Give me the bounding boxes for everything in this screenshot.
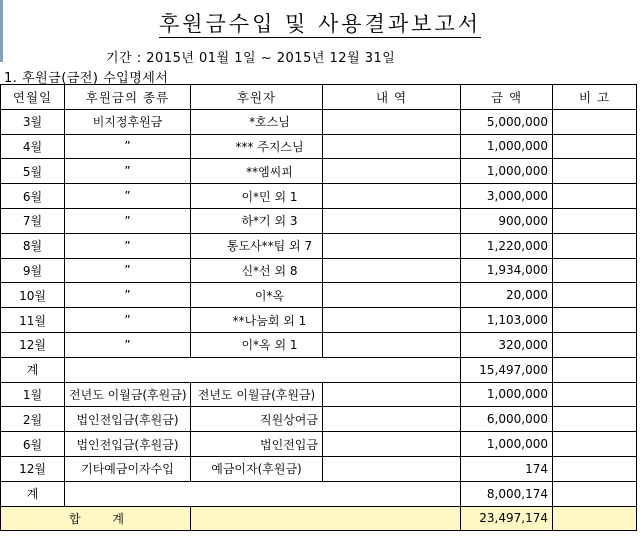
cell-note	[553, 208, 637, 233]
cell-month: 6월	[1, 184, 65, 209]
cell-note	[553, 109, 637, 134]
cell-note	[553, 233, 637, 258]
cell-amount: 1,000,000	[461, 134, 553, 159]
report-period: 기간 : 2015년 01월 1일 ~ 2015년 12월 31일	[106, 51, 396, 66]
cell-month: 9월	[1, 258, 65, 283]
subtotal-row	[1, 481, 637, 506]
cell-donor: 통도사**팀 외 7	[191, 233, 323, 258]
cell-type: 전년도 이월금(후원금)	[65, 382, 191, 407]
cell-month: 6월	[1, 432, 65, 457]
table-row	[1, 308, 637, 333]
cell-type: 기타예금이자수입	[65, 456, 191, 481]
cell-month: 8월	[1, 233, 65, 258]
cell-detail	[323, 432, 461, 457]
cell-amount: 1,000,000	[461, 432, 553, 457]
cell-month: 1월	[1, 382, 65, 407]
cell-type: ”	[65, 184, 191, 209]
cell-month: 5월	[1, 159, 65, 184]
cell-type: 비지정후원금	[65, 109, 191, 134]
cell-note	[553, 506, 637, 531]
grand-total-amount: 23,497,174	[461, 506, 553, 531]
cell-type: ”	[65, 134, 191, 159]
page-title	[0, 8, 640, 38]
cell-donor: 신*선 외 8	[191, 258, 323, 283]
table-row	[1, 382, 637, 407]
cell-month: 4월	[1, 134, 65, 159]
cell-amount: 5,000,000	[461, 109, 553, 134]
header-detail: 내 역	[323, 85, 461, 110]
cell-type: ”	[65, 332, 191, 357]
table-row	[1, 208, 637, 233]
cell-amount: 3,000,000	[461, 184, 553, 209]
table-row	[1, 456, 637, 481]
header-note: 비 고	[553, 85, 637, 110]
cell-type: ”	[65, 208, 191, 233]
cell-amount: 20,000	[461, 283, 553, 308]
cell-note	[553, 407, 637, 432]
cell-amount: 174	[461, 456, 553, 481]
cell-detail	[323, 159, 461, 184]
cell-detail	[323, 109, 461, 134]
cell-detail	[323, 258, 461, 283]
cell-note	[553, 432, 637, 457]
cell-detail	[323, 233, 461, 258]
cell-amount: 1,000,000	[461, 382, 553, 407]
cell-note	[553, 308, 637, 333]
cell-detail	[323, 208, 461, 233]
cell-detail	[323, 283, 461, 308]
header-type: 후원금의 종류	[65, 85, 191, 110]
donation-income-table	[0, 84, 637, 531]
subtotal-row	[1, 357, 637, 382]
grand-total-blank	[191, 506, 461, 531]
cell-amount: 1,000,000	[461, 159, 553, 184]
cell-month: 12월	[1, 456, 65, 481]
cell-donor: **나눔회 외 1	[191, 308, 323, 333]
cell-amount: 1,220,000	[461, 233, 553, 258]
cell-amount: 1,103,000	[461, 308, 553, 333]
cell-detail	[323, 456, 461, 481]
cell-amount: 900,000	[461, 208, 553, 233]
cell-donor: 전년도 이월금(후원금)	[191, 382, 323, 407]
cell-detail	[323, 134, 461, 159]
cell-note	[553, 357, 637, 382]
cell-detail	[323, 332, 461, 357]
table-row	[1, 233, 637, 258]
table-row	[1, 332, 637, 357]
table-row	[1, 134, 637, 159]
table-row	[1, 109, 637, 134]
cell-donor: 이*옥 외 1	[191, 332, 323, 357]
cell-month: 10월	[1, 283, 65, 308]
subtotal-blank	[65, 481, 461, 506]
header-donor: 후원자	[191, 85, 323, 110]
cell-month: 3월	[1, 109, 65, 134]
cell-detail	[323, 184, 461, 209]
cell-note	[553, 332, 637, 357]
cell-type: ”	[65, 233, 191, 258]
cell-donor: 하*기 외 3	[191, 208, 323, 233]
cell-note	[553, 184, 637, 209]
header-row	[1, 85, 637, 110]
cell-month: 12월	[1, 332, 65, 357]
cell-type: 법인전입금(후원금)	[65, 432, 191, 457]
cell-donor: 예금이자(후원금)	[191, 456, 323, 481]
table-row	[1, 407, 637, 432]
cell-month: 7월	[1, 208, 65, 233]
cell-amount: 1,934,000	[461, 258, 553, 283]
cell-donor: 이*옥	[191, 283, 323, 308]
cell-note	[553, 258, 637, 283]
cell-amount: 6,000,000	[461, 407, 553, 432]
header-month: 연월일	[1, 85, 65, 110]
cell-note	[553, 134, 637, 159]
cell-note	[553, 456, 637, 481]
cell-donor: *** 주지스님	[191, 134, 323, 159]
subtotal-amount: 15,497,000	[461, 357, 553, 382]
cell-donor: **엠씨피	[191, 159, 323, 184]
cell-donor: 법인전입금	[191, 432, 323, 457]
grand-total-row	[1, 506, 637, 531]
cell-note	[553, 283, 637, 308]
cell-type: ”	[65, 258, 191, 283]
cell-donor: 직원상여금	[191, 407, 323, 432]
cell-note	[553, 159, 637, 184]
cell-type: ”	[65, 159, 191, 184]
cell-type: ”	[65, 308, 191, 333]
table-row	[1, 184, 637, 209]
cell-type: 법인전입금(후원금)	[65, 407, 191, 432]
table-row	[1, 258, 637, 283]
title-text: 후원금수입 및 사용결과보고서	[158, 12, 482, 36]
cell-note	[553, 382, 637, 407]
cell-month: 2월	[1, 407, 65, 432]
header-amount: 금 액	[461, 85, 553, 110]
cell-donor: *호스님	[191, 109, 323, 134]
table-row	[1, 432, 637, 457]
cell-donor: 이*민 외 1	[191, 184, 323, 209]
cell-detail	[323, 407, 461, 432]
cell-note	[553, 481, 637, 506]
table-row	[1, 283, 637, 308]
cell-detail	[323, 308, 461, 333]
table-row	[1, 159, 637, 184]
cell-detail	[323, 382, 461, 407]
subtotal-label: 계	[1, 481, 65, 506]
cell-type: ”	[65, 283, 191, 308]
subtotal-blank	[65, 357, 461, 382]
subtotal-amount: 8,000,174	[461, 481, 553, 506]
cell-month: 11월	[1, 308, 65, 333]
section-heading: 1. 후원금(금전) 수입명세서	[4, 71, 169, 86]
cell-amount: 320,000	[461, 332, 553, 357]
grand-total-label: 합 계	[1, 506, 191, 531]
subtotal-label: 계	[1, 357, 65, 382]
